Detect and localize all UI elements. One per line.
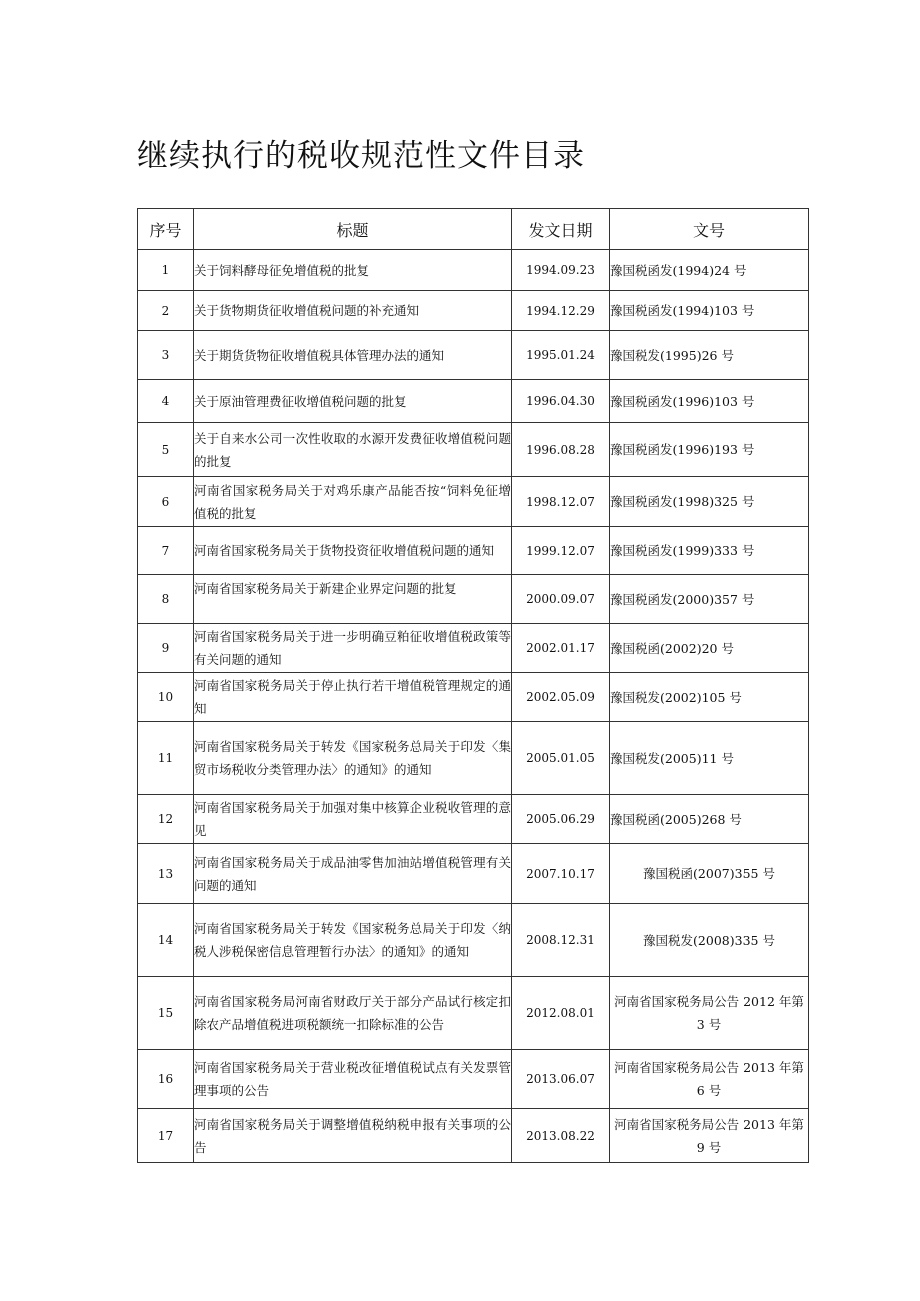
table-row	[138, 904, 809, 977]
row-date: 2013.06.07	[512, 1050, 610, 1109]
table-row	[138, 624, 809, 673]
row-title: 河南省国家税务局关于对鸡乐康产品能否按“饲料免征增值税的批复	[194, 477, 512, 527]
row-date: 2013.08.22	[512, 1109, 610, 1163]
row-title: 关于饲料酵母征免增值税的批复	[194, 250, 512, 291]
row-date: 1996.04.30	[512, 380, 610, 423]
row-seq: 8	[138, 575, 194, 624]
row-doc-no: 河南省国家税务局公告 2012 年第 3 号	[610, 977, 809, 1050]
row-doc-no: 豫国税函发(1998)325 号	[610, 477, 809, 527]
row-title: 河南省国家税务局关于营业税改征增值税试点有关发票管理事项的公告	[194, 1050, 512, 1109]
row-date: 2012.08.01	[512, 977, 610, 1050]
row-doc-no: 豫国税函(2002)20 号	[610, 624, 809, 673]
row-title: 河南省国家税务局关于转发《国家税务总局关于印发〈集贸市场税收分类管理办法〉的通知》的通知	[194, 722, 512, 795]
table-row	[138, 844, 809, 904]
row-title: 关于自来水公司一次性收取的水源开发费征收增值税问题的批复	[194, 423, 512, 477]
table-row	[138, 291, 809, 331]
row-title: 河南省国家税务局关于成品油零售加油站增值税管理有关问题的通知	[194, 844, 512, 904]
row-doc-no: 豫国税函发(1996)103 号	[610, 380, 809, 423]
table-row	[138, 722, 809, 795]
table-row	[138, 1109, 809, 1163]
row-date: 1994.12.29	[512, 291, 610, 331]
row-title: 河南省国家税务局关于新建企业界定问题的批复	[194, 575, 512, 624]
row-title: 关于原油管理费征收增值税问题的批复	[194, 380, 512, 423]
row-doc-no: 豫国税函发(1994)103 号	[610, 291, 809, 331]
row-seq: 1	[138, 250, 194, 291]
document-table	[137, 208, 809, 1163]
header-title: 标题	[194, 209, 512, 250]
row-doc-no: 豫国税函发(2000)357 号	[610, 575, 809, 624]
row-doc-no: 豫国税发(2002)105 号	[610, 673, 809, 722]
row-seq: 9	[138, 624, 194, 673]
row-title: 河南省国家税务局河南省财政厅关于部分产品试行核定扣除农产品增值税进项税额统一扣除标准的公告	[194, 977, 512, 1050]
row-doc-no: 豫国税发(2005)11 号	[610, 722, 809, 795]
row-title: 河南省国家税务局关于停止执行若干增值税管理规定的通知	[194, 673, 512, 722]
row-seq: 11	[138, 722, 194, 795]
row-doc-no: 河南省国家税务局公告 2013 年第 9 号	[610, 1109, 809, 1163]
row-seq: 10	[138, 673, 194, 722]
row-date: 2007.10.17	[512, 844, 610, 904]
row-date: 2002.05.09	[512, 673, 610, 722]
header-date: 发文日期	[512, 209, 610, 250]
row-date: 1995.01.24	[512, 331, 610, 380]
table-row	[138, 477, 809, 527]
row-date: 2005.06.29	[512, 795, 610, 844]
row-doc-no: 豫国税发(2008)335 号	[610, 904, 809, 977]
row-seq: 6	[138, 477, 194, 527]
row-doc-no: 豫国税函发(1999)333 号	[610, 527, 809, 575]
row-seq: 15	[138, 977, 194, 1050]
table-row	[138, 1050, 809, 1109]
row-doc-no: 豫国税函(2007)355 号	[610, 844, 809, 904]
page-title: 继续执行的税收规范性文件目录	[137, 138, 585, 174]
row-doc-no: 豫国税函发(1994)24 号	[610, 250, 809, 291]
table-row	[138, 673, 809, 722]
row-seq: 17	[138, 1109, 194, 1163]
row-date: 2005.01.05	[512, 722, 610, 795]
row-date: 1999.12.07	[512, 527, 610, 575]
row-title: 河南省国家税务局关于货物投资征收增值税问题的通知	[194, 527, 512, 575]
table-row	[138, 575, 809, 624]
row-title: 关于期货货物征收增值税具体管理办法的通知	[194, 331, 512, 380]
header-doc-no: 文号	[610, 209, 809, 250]
row-seq: 5	[138, 423, 194, 477]
table-row	[138, 380, 809, 423]
table-row	[138, 977, 809, 1050]
row-seq: 2	[138, 291, 194, 331]
header-seq: 序号	[138, 209, 194, 250]
table-row	[138, 250, 809, 291]
row-seq: 13	[138, 844, 194, 904]
row-title: 河南省国家税务局关于进一步明确豆粕征收增值税政策等有关问题的通知	[194, 624, 512, 673]
row-seq: 14	[138, 904, 194, 977]
row-date: 2000.09.07	[512, 575, 610, 624]
row-title: 河南省国家税务局关于调整增值税纳税申报有关事项的公告	[194, 1109, 512, 1163]
row-doc-no: 河南省国家税务局公告 2013 年第 6 号	[610, 1050, 809, 1109]
row-seq: 12	[138, 795, 194, 844]
row-date: 1994.09.23	[512, 250, 610, 291]
table-row	[138, 795, 809, 844]
row-doc-no: 豫国税发(1995)26 号	[610, 331, 809, 380]
row-title: 关于货物期货征收增值税问题的补充通知	[194, 291, 512, 331]
row-doc-no: 豫国税函(2005)268 号	[610, 795, 809, 844]
row-date: 1998.12.07	[512, 477, 610, 527]
row-date: 2008.12.31	[512, 904, 610, 977]
row-doc-no: 豫国税函发(1996)193 号	[610, 423, 809, 477]
row-title: 河南省国家税务局关于加强对集中核算企业税收管理的意见	[194, 795, 512, 844]
table-row	[138, 527, 809, 575]
row-seq: 16	[138, 1050, 194, 1109]
row-seq: 7	[138, 527, 194, 575]
row-date: 1996.08.28	[512, 423, 610, 477]
row-seq: 3	[138, 331, 194, 380]
row-seq: 4	[138, 380, 194, 423]
row-title: 河南省国家税务局关于转发《国家税务总局关于印发〈纳税人涉税保密信息管理暂行办法〉的通知》的通知	[194, 904, 512, 977]
table-row	[138, 423, 809, 477]
table-header-row	[138, 209, 809, 250]
table-row	[138, 331, 809, 380]
row-date: 2002.01.17	[512, 624, 610, 673]
